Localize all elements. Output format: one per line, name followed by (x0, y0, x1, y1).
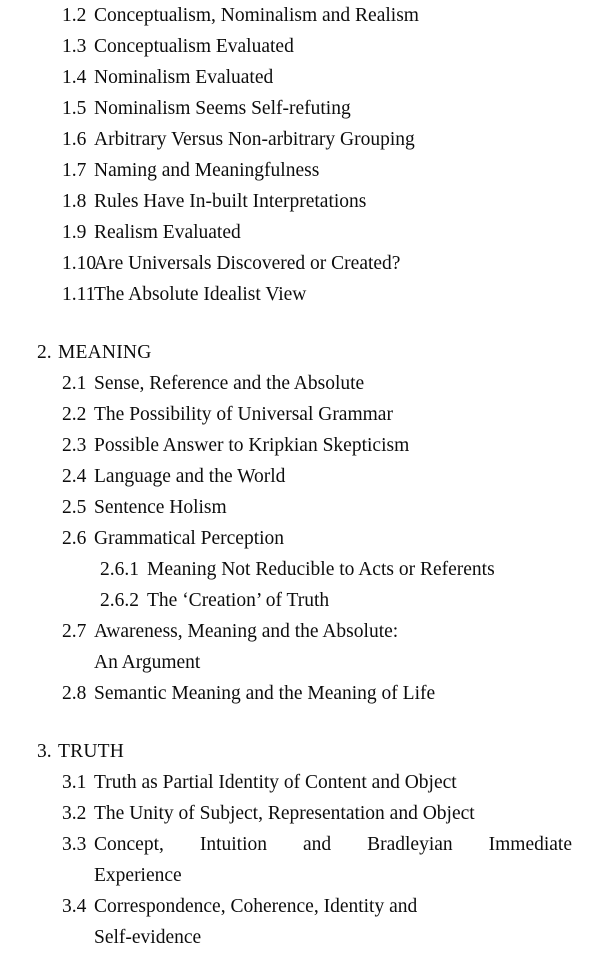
toc-entry-number: 1.11 (62, 284, 96, 305)
section-spacer (0, 709, 600, 736)
toc-entry[interactable] (0, 798, 600, 829)
toc-entry-title: The Absolute Idealist View (94, 284, 307, 305)
toc-entry-number: 3. (37, 741, 52, 762)
toc-entry-number: 2.5 (62, 497, 87, 518)
toc-entry-number: 2. (37, 342, 52, 363)
toc-entry-title: Meaning Not Reducible to Acts or Referents (147, 559, 495, 580)
toc-entry-number: 2.8 (62, 683, 87, 704)
toc-entry-continuation (0, 860, 600, 891)
toc-entry[interactable] (0, 523, 600, 554)
toc-entry-title: Experience (94, 865, 182, 886)
toc-entry[interactable] (0, 678, 600, 709)
toc-entry[interactable] (0, 186, 600, 217)
toc-entry-title: Language and the World (94, 466, 286, 487)
toc-entry-number: 3.3 (62, 834, 87, 855)
toc-entry-continuation (0, 922, 600, 953)
toc-entry-number: 1.9 (62, 222, 87, 243)
toc-entry-number: 2.2 (62, 404, 87, 425)
toc-entry-title: Nominalism Seems Self-refuting (94, 98, 351, 119)
toc-entry[interactable] (0, 93, 600, 124)
toc-entry-title: The Unity of Subject, Representation and Object (94, 803, 475, 824)
toc-entry-title: Possible Answer to Kripkian Skepticism (94, 435, 410, 456)
toc-entry-title: MEANING (58, 342, 152, 363)
toc-entry[interactable] (0, 368, 600, 399)
toc-section-heading[interactable] (0, 337, 600, 368)
toc-entry-number: 3.1 (62, 772, 87, 793)
toc-entry-number: 2.6 (62, 528, 87, 549)
toc-section-heading[interactable] (0, 736, 600, 767)
toc-entry-title: Conceptualism, Nominalism and Realism (94, 5, 419, 26)
toc-entry-number: 1.5 (62, 98, 87, 119)
toc-entry-title: Naming and Meaningfulness (94, 160, 320, 181)
toc-entry-number: 2.7 (62, 621, 87, 642)
toc-entry-number: 1.10 (62, 253, 97, 274)
toc-entry-title: Conceptualism Evaluated (94, 36, 294, 57)
toc-entry-title: Are Universals Discovered or Created? (94, 253, 401, 274)
toc-entry-title: TRUTH (58, 741, 124, 762)
toc-entry-title: Sentence Holism (94, 497, 227, 518)
toc-entry-title: Semantic Meaning and the Meaning of Life (94, 683, 436, 704)
toc-entry-title: Awareness, Meaning and the Absolute: (94, 621, 399, 642)
toc-entry-title: The ‘Creation’ of Truth (147, 590, 330, 611)
toc-entry-title: Realism Evaluated (94, 222, 241, 243)
toc-entry-number: 2.4 (62, 466, 87, 487)
toc-entry[interactable] (0, 891, 600, 922)
toc-entry-number: 3.4 (62, 896, 87, 917)
toc-entry[interactable] (0, 31, 600, 62)
toc-entry-number: 1.7 (62, 160, 87, 181)
toc-entry-number: 1.4 (62, 67, 87, 88)
toc-entry[interactable] (0, 585, 600, 616)
toc-entry[interactable] (0, 62, 600, 93)
toc-entry[interactable] (0, 829, 600, 860)
toc-entry-title: Arbitrary Versus Non-arbitrary Grouping (94, 129, 415, 150)
toc-entry-number: 2.1 (62, 373, 87, 394)
toc-entry-number: 1.2 (62, 5, 87, 26)
toc-entry-number: 1.3 (62, 36, 87, 57)
toc-entry-title: Rules Have In-built Interpretations (94, 191, 367, 212)
toc-entry[interactable] (0, 616, 600, 647)
toc-entry-number: 3.2 (62, 803, 87, 824)
toc-entry[interactable] (0, 461, 600, 492)
toc-entry-continuation (0, 647, 600, 678)
toc-entry-title: Sense, Reference and the Absolute (94, 373, 365, 394)
toc-entry[interactable] (0, 279, 600, 310)
toc-entry[interactable] (0, 248, 600, 279)
toc-entry[interactable] (0, 399, 600, 430)
toc-entry[interactable] (0, 767, 600, 798)
toc-entry-number: 2.6.2 (100, 590, 139, 611)
toc-entry-title: Correspondence, Coherence, Identity and (94, 896, 418, 917)
toc-entry[interactable] (0, 430, 600, 461)
section-spacer (0, 310, 600, 337)
toc-entry[interactable] (0, 492, 600, 523)
toc-entry-number: 2.6.1 (100, 559, 139, 580)
toc-entry[interactable] (0, 124, 600, 155)
toc-entry[interactable] (0, 554, 600, 585)
toc-entry[interactable] (0, 155, 600, 186)
toc-entry-title: The Possibility of Universal Grammar (94, 404, 393, 425)
toc-entry[interactable] (0, 0, 600, 31)
toc-entry-title: Truth as Partial Identity of Content and Object (94, 772, 457, 793)
toc-entry-title: An Argument (94, 652, 201, 673)
toc-entry-number: 2.3 (62, 435, 87, 456)
toc-entry-title: Concept, Intuition and Bradleyian Immediate (94, 834, 572, 855)
toc-entry-title: Nominalism Evaluated (94, 67, 274, 88)
toc-entry-number: 1.8 (62, 191, 87, 212)
toc-entry[interactable] (0, 217, 600, 248)
toc-entry-number: 1.6 (62, 129, 87, 150)
toc-entry-title: Self-evidence (94, 927, 202, 948)
toc-entry-title: Grammatical Perception (94, 528, 285, 549)
